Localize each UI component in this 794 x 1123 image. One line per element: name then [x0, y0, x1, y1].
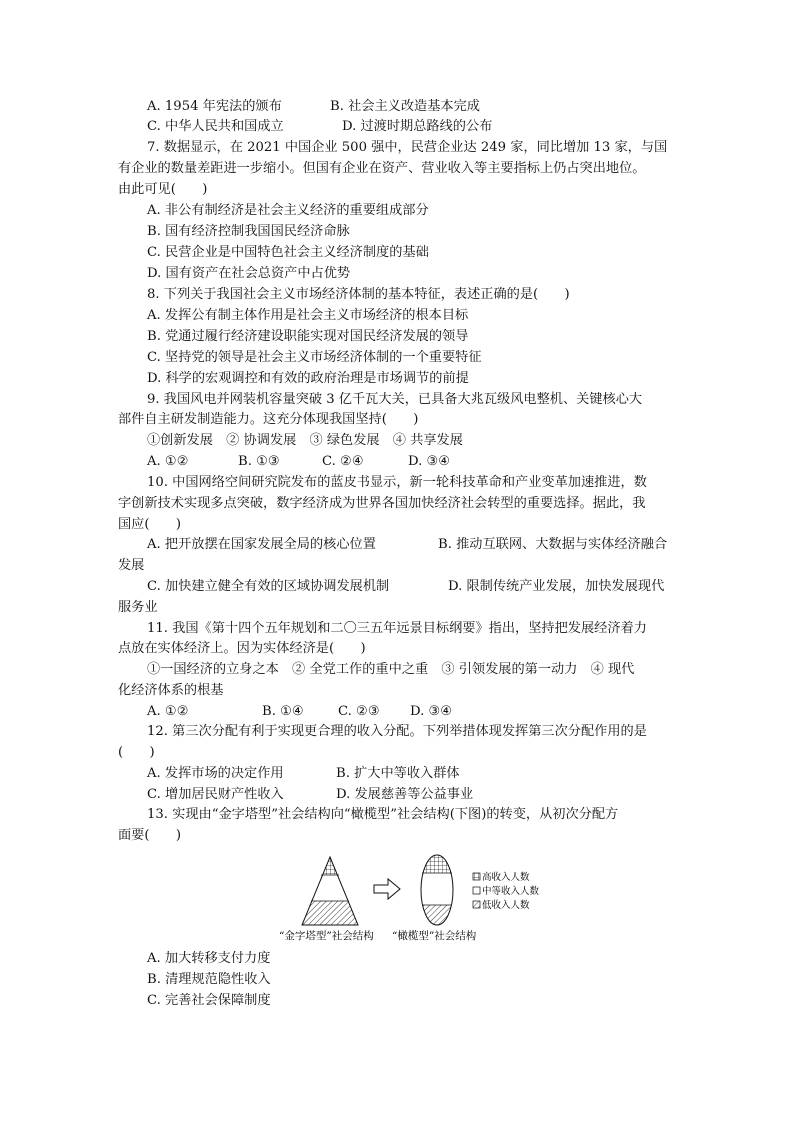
legend-high-label: 高收入人数	[482, 872, 530, 883]
q9-option-c: C. ②④	[322, 454, 364, 469]
q10-stem-line3: 国应( )	[118, 517, 182, 532]
q9-option-a: A. ①②	[147, 454, 189, 469]
q13-option-b: B. 清理规范隐性收入	[147, 972, 271, 987]
q8-option-a: A. 发挥公有制主体作用是社会主义市场经济的根本目标	[147, 308, 469, 323]
q7-option-b: B. 国有经济控制我国国民经济命脉	[147, 224, 350, 239]
q12-option-d: D. 发展慈善等公益事业	[336, 787, 474, 802]
legend	[473, 871, 540, 911]
q7-option-c: C. 民营企业是中国特色社会主义经济制度的基础	[147, 245, 429, 260]
q10-option-b-cont: 发展	[118, 558, 145, 573]
q7-stem-line3: 由此可见( )	[118, 182, 208, 197]
q10-option-b: B. 推动互联网、大数据与实体经济融合	[438, 537, 668, 552]
q10-stem-line1: 10. 中国网络空间研究院发布的蓝皮书显示，新一轮科技革命和产业变革加速推进，数	[147, 475, 647, 490]
q10-option-a: A. 把开放摆在国家发展全局的核心位置	[147, 537, 376, 552]
caption-olive: “橄榄型”社会结构	[392, 930, 477, 942]
q10-stem-line2: 字创新技术实现多点突破，数字经济成为世界各国加快经济社会转型的重要选择。据此，我	[118, 496, 646, 511]
q12-option-c: C. 增加居民财产性收入	[147, 787, 284, 802]
q7-stem-line2: 有企业的数量差距进一步缩小。但国有企业在资产、营业收入等主要指标上仍占突出地位。	[118, 161, 646, 176]
q8-stem: 8. 下列关于我国社会主义市场经济体制的基本特征，表述正确的是( )	[147, 287, 570, 302]
q11-option-d: D. ③④	[410, 704, 453, 719]
q10-option-d-cont: 服务业	[118, 600, 158, 615]
q13-stem-line1: 13. 实现由“金字塔型”社会结构向“橄榄型”社会结构(下图)的转变，从初次分配方	[147, 807, 619, 822]
olive-shape	[418, 853, 458, 927]
q11-option-b: B. ①④	[262, 704, 304, 719]
q12-option-b: B. 扩大中等收入群体	[336, 766, 460, 781]
q7-option-a: A. 非公有制经济是社会主义经济的重要组成部分	[147, 203, 429, 218]
q11-items-line2: 化经济体系的根基	[118, 683, 224, 698]
legend-low-label: 低收入人数	[482, 900, 530, 911]
q7-stem-line1: 7. 数据显示，在 2021 中国企业 500 强中，民营企业达 249 家，同比增加 13 家，与国	[147, 140, 668, 155]
q10-option-d: D. 限制传统产业发展，加快发展现代	[448, 579, 665, 594]
legend-mid-label: 中等收入人数	[482, 886, 540, 897]
q12-stem-line2: ( )	[118, 745, 155, 760]
q9-stem-line1: 9. 我国风电并网装机容量突破 3 亿千瓦大关，已具备大兆瓦级风电整机、关键核心大	[147, 392, 643, 407]
q7-option-d: D. 国有资产在社会总资产中占优势	[147, 266, 351, 281]
q8-option-b: B. 党通过履行经济建设职能实现对国民经济发展的领导	[147, 329, 469, 344]
q6-option-b: B. 社会主义改造基本完成	[330, 99, 480, 114]
q10-option-c: C. 加快建立健全有效的区域协调发展机制	[147, 579, 390, 594]
q13-option-c: C. 完善社会保障制度	[147, 993, 271, 1008]
q12-stem-line1: 12. 第三次分配有利于实现更合理的收入分配。下列举措体现发挥第三次分配作用的是	[147, 724, 647, 739]
q9-option-d: D. ③④	[408, 454, 451, 469]
social-structure-figure	[278, 853, 568, 945]
q11-stem-line1: 11. 我国《第十四个五年规划和二〇三五年远景目标纲要》指出，坚持把发展经济着力	[147, 621, 647, 636]
q9-items: ①创新发展 ② 协调发展 ③ 绿色发展 ④ 共享发展	[147, 433, 463, 448]
q6-option-c: C. 中华人民共和国成立	[147, 119, 284, 134]
q6-option-a: A. 1954 年宪法的颁布	[147, 99, 282, 114]
q13-stem-line2: 面要( )	[118, 828, 182, 843]
q9-stem-line2: 部件自主研发制造能力。这充分体现我国坚持( )	[118, 412, 419, 427]
q11-option-a: A. ①②	[147, 704, 189, 719]
q11-items-line1: ①一国经济的立身之本 ② 全党工作的重中之重 ③ 引领发展的第一动力 ④ 现代	[147, 662, 635, 677]
q8-option-c: C. 坚持党的领导是社会主义市场经济体制的一个重要特征	[147, 350, 482, 365]
q13-option-a: A. 加大转移支付力度	[147, 951, 271, 966]
q6-option-d: D. 过渡时期总路线的公布	[342, 119, 493, 134]
q11-stem-line2: 点放在实体经济上。因为实体经济是( )	[118, 641, 366, 656]
arrow-right-icon	[374, 879, 400, 899]
q9-option-b: B. ①③	[238, 454, 280, 469]
q11-option-c: C. ②③	[338, 704, 380, 719]
q8-option-d: D. 科学的宏观调控和有效的政府治理是市场调节的前提	[147, 371, 469, 386]
q12-option-a: A. 发挥市场的决定作用	[147, 766, 284, 781]
pyramid-shape	[298, 853, 362, 927]
caption-pyramid: “金字塔型”社会结构	[279, 930, 374, 942]
